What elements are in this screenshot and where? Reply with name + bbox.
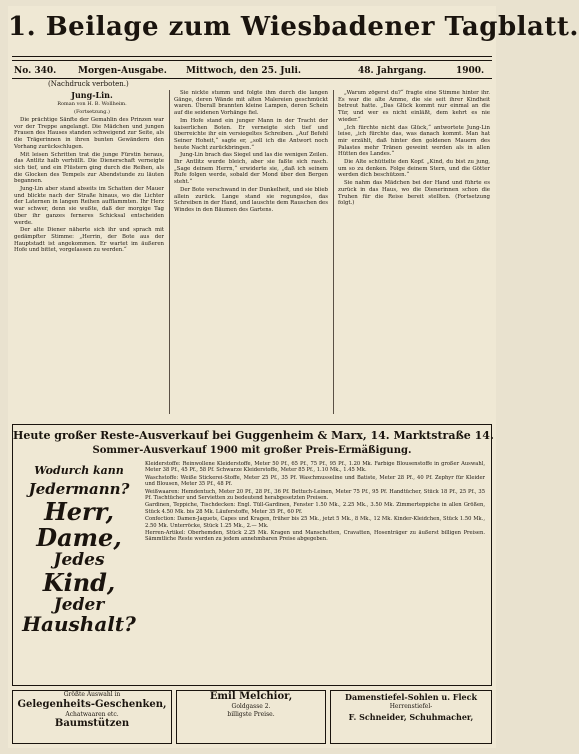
ad-price-list bbox=[145, 461, 485, 683]
story-paragraph: „Warum zögerst du?“ fragte eine Stimme hinter ihr. Es war die alte Amme, die sie seit ihrer Kindheit betreut hatte. „Das Glück kommt nur einmal an die Tür, und wer es nicht einläßt, dem kehrt es nie wieder.“ bbox=[338, 90, 490, 123]
small-ad-title: Damenstiefel-Sohlen u. Fleck bbox=[345, 692, 477, 702]
volume-label: 48. Jahrgang. bbox=[358, 66, 427, 76]
issue-number: No. 340. bbox=[14, 66, 57, 76]
small-ad-title: Emil Melchior, bbox=[209, 691, 293, 702]
ad-price-paragraph: Weißwaaren: Hemdentuch, Meter 20 Pf., 28 Pf., 36 Pf. Bettuch-Leinen, Meter 75 Pf., 95 Pf. Handtücher, Stück 18 Pf., 25 Pf., 35 Pf. Tischtücher und Servietten zu bedeutend herabgesetzten Preisen. bbox=[145, 488, 485, 502]
story-paragraph: Sie nickte stumm und folgte ihm durch die langen Gänge, deren Wände mit alten Malereien geschmückt waren. Überall brannten kleine Lampen, deren Schein auf die seidenen Vorhänge fiel. bbox=[174, 90, 328, 117]
story-paragraph: Der Bote verschwand in der Dunkelheit, und sie blieb allein zurück. Lange stand sie regungslos, das Schreiben in der Hand, und lauschte dem Rauschen des Windes in den Bäumen des Gartens. bbox=[174, 186, 328, 213]
year-label: 1900. bbox=[456, 66, 485, 76]
story-paragraph: Die Alte schüttelte den Kopf. „Kind, du bist zu jung, um so zu denken. Folge deinem Stern, und die Götter werden dich beschützen.“ bbox=[338, 159, 490, 179]
small-ad-line: Goldgasse 2. bbox=[231, 703, 271, 710]
header-rule bbox=[12, 78, 492, 79]
ad-subline: Sommer-Ausverkauf 1900 mit großer Preis-Ermäßigung. bbox=[92, 445, 412, 456]
masthead-rule bbox=[12, 56, 492, 57]
masthead-rule-2 bbox=[12, 60, 492, 61]
story-paragraph: Im Hofe stand ein junger Mann in der Tracht der kaiserlichen Boten. Er verneigte sich tief und überreichte ihr ein versiegeltes Schreiben. „Auf Befehl Seiner Hoheit,“ sagte er, „soll ich die Antwort noch heute Nacht zurückbringen.“ bbox=[174, 117, 328, 151]
masthead-title: 1. Beilage zum Wiesbadener Tagblatt. bbox=[8, 12, 579, 42]
story-chapter: (Fortsetzung.) bbox=[74, 109, 110, 115]
reprint-note: (Nachdruck verboten.) bbox=[48, 80, 129, 88]
ad-slogan-line: Herr, bbox=[44, 497, 114, 526]
guggenheim-advertisement bbox=[12, 424, 492, 686]
story-paragraph: Der alte Diener näherte sich ihr und sprach mit gedämpfter Stimme: „Herrin, der Bote aus der Hauptstadt ist angekommen. Er wartet im äußeren Hofe und bittet, vorgelassen zu werden.“ bbox=[14, 227, 164, 254]
ad-slogan-box bbox=[19, 461, 139, 681]
ad-price-paragraph: Gardinen, Teppiche, Tischdecken: Engl. Tüll-Gardinen, Fenster 1.50 Mk., 2.25 Mk., 3.50 Mk. Zimmerteppiche in allen Größen, Stück 4.50 Mk. bis 28 Mk. Läuferstoffe, Meter 35 Pf., 60 Pf. bbox=[145, 502, 485, 515]
small-ad-line: Baumstützen bbox=[54, 718, 130, 729]
story-column-2 bbox=[174, 90, 328, 414]
column-divider bbox=[169, 90, 170, 414]
small-ad-title: Gelegenheits-Geschenken, bbox=[17, 698, 167, 710]
small-ad-melchior bbox=[176, 690, 326, 744]
small-ad-line: Größte Auswahl in bbox=[63, 691, 121, 698]
story-paragraph: Die prächtige Sänfte der Gemahlin des Prinzen war vor der Treppe angelangt. Die Mädchen und jungen Frauen des Hauses standen schweigend zur Seite, als die Trägerinnen in ihren bunten Gewändern den Vorhang zurückschlugen. bbox=[14, 117, 164, 150]
story-column-3 bbox=[338, 90, 490, 414]
story-title: Jung-Lin. bbox=[71, 90, 113, 100]
column-divider bbox=[333, 90, 334, 414]
issue-date: Mittwoch, den 25. Juli. bbox=[186, 66, 301, 76]
ad-slogan-line: Jedes bbox=[53, 550, 105, 570]
small-ad-line: F. Schneider, Schuhmacher, bbox=[348, 711, 474, 722]
story-paragraph: Mit leisen Schritten trat die junge Fürstin heraus, das Antlitz halb verhüllt. Die Dienerschaft verneigte sich tief, und ein Flüstern ging durch die Reihen, als die Glocken des Tempels zur Abendstunde zu läuten begannen. bbox=[14, 151, 164, 185]
story-column-1 bbox=[14, 90, 164, 414]
edition-label: Morgen-Ausgabe. bbox=[78, 66, 167, 76]
small-ad-line: Achatwaaren etc. bbox=[65, 710, 119, 718]
ad-price-paragraph: Waschstoffe: Weiße Stickerei-Stoffe, Meter 25 Pf., 35 Pf. Waschmusseline und Batiste, Meter 28 Pf., 40 Pf. Zephyr für Kleider und Blousen, Meter 35 Pf., 48 Pf. bbox=[145, 474, 485, 488]
story-paragraph: Jung-Lin brach das Siegel und las die wenigen Zeilen. Ihr Antlitz wurde bleich, aber sie faßte sich rasch. „Sage deinem Herrn,“ erwiderte sie, „daß ich seinem Rufe folgen werde, sobald der Mond über den Bergen steht.“ bbox=[174, 152, 328, 186]
story-author: Roman von H. B. Wollheim. bbox=[57, 101, 127, 107]
ad-price-paragraph: Kleiderstoffe: Reinwollene Kleiderstoffe, Meter 50 Pf., 65 Pf., 75 Pf., 95 Pf., 1.20 Mk. Farbige Blousenstoffe in großer Auswahl, Meter 38 Pf., 45 Pf., 58 Pf. Schwarze Kleiderstoffe, Meter 85 Pf., 1.10 Mk., 1.45 Mk. bbox=[145, 461, 485, 474]
ad-price-paragraph: Herren-Artikel: Oberhemden, Stück 2.25 Mk. Kragen und Manschetten, Cravatten, Hosenträger zu äußerst billigen Preisen. Sämmtliche Reste werden zu jedem annehmbaren Preise abgegeben. bbox=[145, 530, 485, 543]
newspaper-page bbox=[8, 6, 579, 748]
story-paragraph: Jung-Lin aber stand abseits im Schatten der Mauer und blickte nach der Straße hinaus, wo die Lichter der Laternen in langen Reihen aufflammten. Ihr Herz war schwer, denn sie wußte, daß der morgige Tag über ihr ganzes ferneres Schicksal entscheiden werde. bbox=[14, 186, 164, 226]
story-paragraph: „Ich fürchte nicht das Glück,“ antwortete Jung-Lin leise, „ich fürchte das, was danach kommt. Man hat mir erzählt, daß hinter den goldenen Mauern des Palastes mehr Tränen geweint werden als in allen Hütten des Landes.“ bbox=[338, 124, 490, 158]
ad-slogan-line: Jeder bbox=[53, 595, 105, 615]
ad-slogan-line: Wodurch kann bbox=[34, 464, 124, 477]
ad-slogan-line: Haushalt? bbox=[22, 612, 136, 636]
ad-slogan-line: Dame, bbox=[36, 523, 122, 552]
story-paragraph: Sie nahm das Mädchen bei der Hand und führte es zurück in das Haus, wo die Dienerinnen schon die Truhen für die Reise bereit stellten. (Fortsetzung folgt.) bbox=[338, 180, 490, 207]
ad-slogan-line: Kind, bbox=[42, 568, 116, 597]
ad-price-paragraph: Confection: Damen-Jaquets, Capes und Kragen, früher bis 25 Mk., jetzt 5 Mk., 8 Mk., 12 Mk. Kinder-Kleidchen, Stück 1.50 Mk., 2.50 Mk. Unterröcke, Stück 1.25 Mk., 2.— Mk. bbox=[145, 516, 485, 529]
small-ad-gifts bbox=[12, 690, 172, 744]
ad-headline: Heute großer Reste-Ausverkauf bei Guggenheim & Marx, 14. Marktstraße 14. bbox=[13, 429, 494, 442]
small-ad-line: Herrenstiefel- bbox=[389, 703, 433, 710]
ad-slogan-line: Jedermann? bbox=[28, 480, 130, 498]
small-ad-shoes bbox=[330, 690, 492, 744]
small-ad-line: billigste Preise. bbox=[227, 710, 275, 718]
